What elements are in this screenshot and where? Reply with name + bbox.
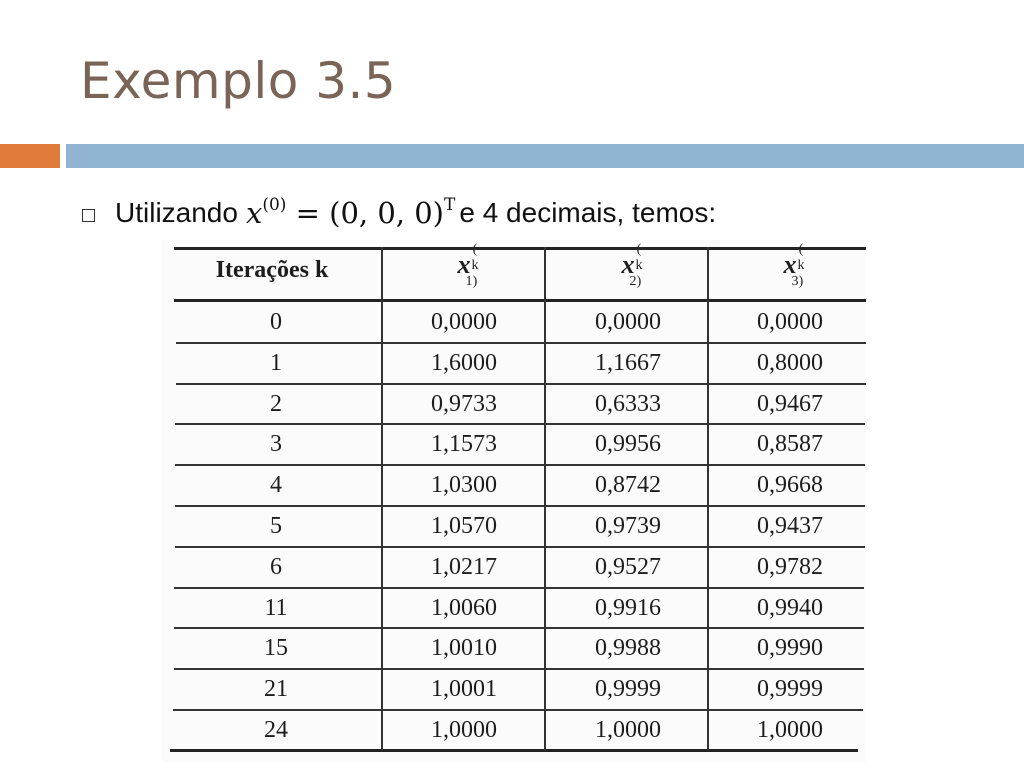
table-cell-x3: 0,9668: [757, 472, 823, 499]
table-cell-x1: 0,9733: [431, 390, 497, 417]
header-x2: [548, 250, 708, 290]
table-cell-x3: 0,8587: [757, 431, 823, 458]
table-cell-x3: 0,9940: [757, 594, 823, 621]
square-bullet-icon: [82, 209, 95, 222]
header-x2-base: x: [621, 250, 635, 279]
column-divider: [381, 247, 383, 751]
bullet-lead-text: Utilizando: [115, 197, 238, 228]
table-cell-x3: 0,9782: [757, 553, 823, 580]
column-divider: [544, 247, 546, 751]
header-x3: [710, 250, 870, 290]
accent-bar-blue: [66, 144, 1024, 168]
table-cell-x2: 0,9988: [595, 635, 661, 662]
table-cell-k: 1: [270, 349, 282, 376]
slide-title: Exemplo 3.5: [80, 52, 397, 110]
header-x2-sub: 2: [629, 274, 637, 289]
table-cell-x2: 0,9739: [595, 513, 661, 539]
iteration-table: [162, 240, 866, 762]
table-cell-x1: 1,0001: [431, 676, 497, 703]
table-cell-x3: 1,0000: [757, 717, 823, 743]
initial-vector-formula: [246, 196, 455, 230]
table-cell-k: 5: [270, 513, 282, 539]
table-cell-x1: 1,0570: [431, 513, 497, 539]
table-cell-x1: 1,1573: [431, 431, 497, 458]
accent-bar-orange: [0, 144, 60, 168]
table-cell-k: 11: [264, 594, 288, 621]
table-cell-x2: 1,1667: [595, 349, 661, 376]
formula-superscript: (0): [262, 195, 287, 216]
header-x1-sub: 1: [465, 274, 473, 289]
header-x1-sup: k ): [471, 258, 479, 289]
table-cell-x1: 1,6000: [431, 349, 497, 376]
table-cell-x3: 0,8000: [757, 349, 823, 376]
table-cell-k: 15: [264, 635, 288, 662]
header-x1-base: x: [457, 250, 471, 279]
table-cell-x1: 0,0000: [431, 309, 497, 335]
table-cell-x1: 1,0000: [431, 717, 497, 743]
header-x3-base: x: [783, 250, 797, 279]
table-cell-x2: 0,0000: [595, 309, 661, 335]
table-cell-x1: 1,0217: [431, 553, 497, 580]
table-cell-x2: 0,9956: [595, 431, 661, 458]
table-cell-x2: 0,6333: [595, 390, 661, 417]
table-cell-x1: 1,0300: [431, 472, 497, 499]
header-x3-sup: k ): [797, 258, 805, 289]
header-iterations: Iterações k: [215, 257, 329, 283]
table-cell-x2: 0,9916: [595, 594, 661, 621]
header-x1: [384, 250, 544, 290]
table-cell-x1: 1,0010: [431, 635, 497, 662]
table-cell-x2: 0,9999: [595, 676, 661, 703]
table-cell-x2: 0,9527: [595, 553, 661, 580]
formula-transpose: T: [444, 195, 456, 216]
table-cell-k: 4: [270, 472, 282, 499]
formula-variable: x: [245, 196, 263, 230]
table-cell-k: 24: [264, 717, 288, 743]
table-cell-x3: 0,0000: [757, 309, 823, 335]
table-cell-x3: 0,9437: [757, 513, 823, 539]
table-cell-x3: 0,9467: [757, 390, 823, 417]
header-x3-sub: 3: [791, 274, 799, 289]
table-cell-x1: 1,0060: [431, 594, 497, 621]
table-cell-x3: 0,9990: [757, 635, 823, 662]
table-cell-x2: 0,8742: [595, 472, 661, 499]
bullet-tail-text: e 4 decimais, temos:: [459, 197, 717, 228]
table-cell-x2: 1,0000: [595, 717, 661, 743]
table-cell-k: 6: [270, 553, 282, 580]
table-cell-k: 3: [270, 431, 282, 458]
table-top-rule: [174, 247, 866, 250]
formula-equality: = (0, 0, 0): [286, 196, 444, 230]
table-cell-k: 2: [270, 390, 282, 417]
header-x2-sup: k ): [635, 258, 643, 289]
table-cell-x3: 0,9999: [757, 676, 823, 703]
table-cell-k: 0: [270, 309, 282, 335]
bullet-item: [82, 193, 716, 233]
table-cell-k: 21: [264, 676, 288, 703]
